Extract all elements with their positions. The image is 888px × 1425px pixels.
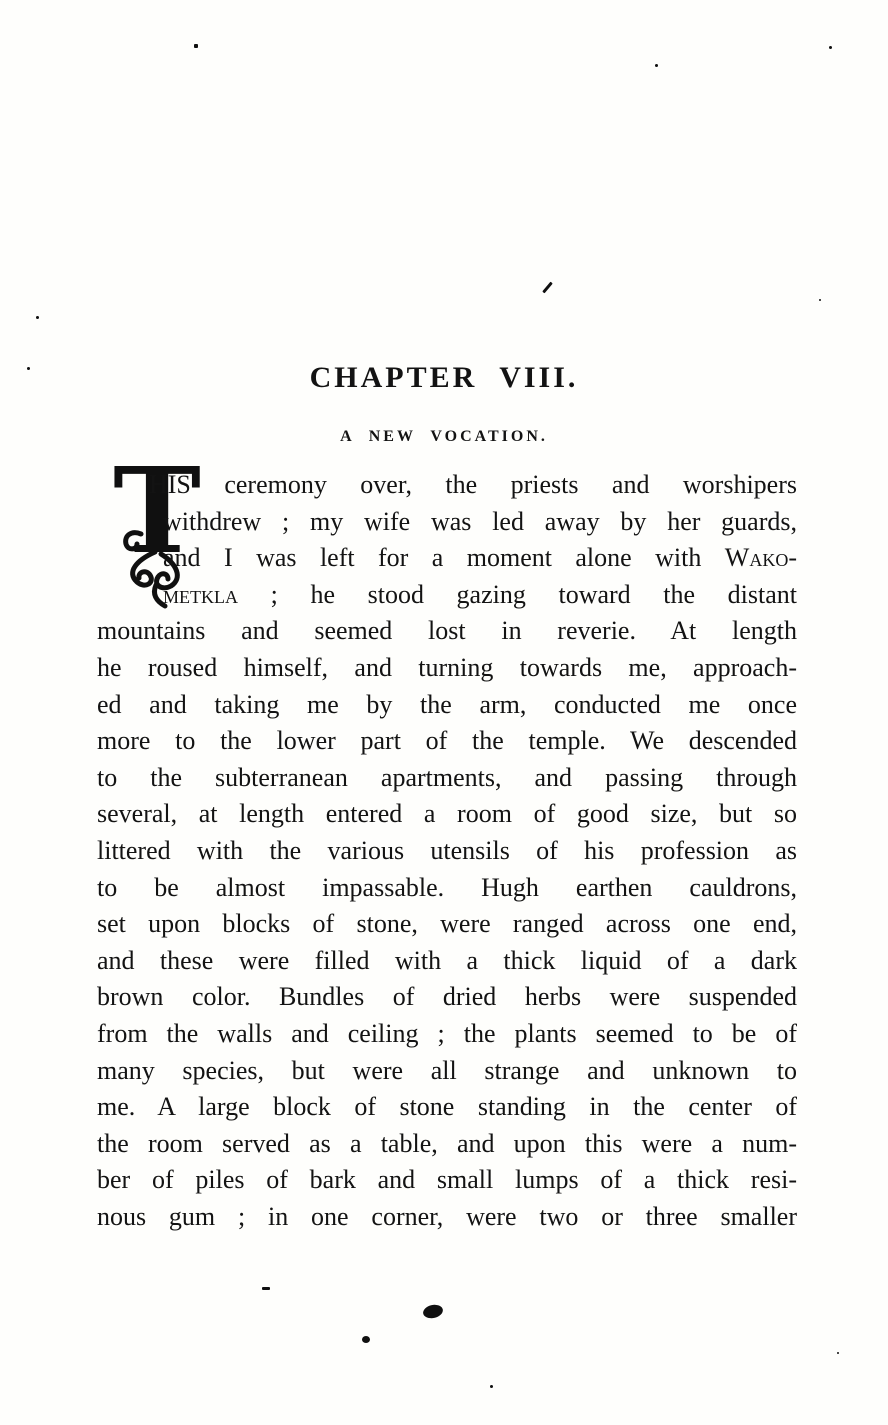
text-line: [97, 1016, 797, 1053]
text-line: [97, 760, 797, 797]
text-segment: brown color. Bundles of dried herbs were suspended: [97, 982, 797, 1012]
ink-speck: [829, 46, 832, 49]
text-segment: from the walls and ceiling ; the plants seemed to be of: [97, 1018, 797, 1048]
text-line: [149, 467, 797, 504]
text-segment: ; he stood gazing toward the distant: [238, 579, 797, 609]
text-segment: several, at length entered a room of good size, but so: [97, 799, 797, 829]
ink-speck: [837, 1352, 839, 1354]
text-line: [97, 906, 797, 943]
text-segment: he roused himself, and turning towards me, approach-: [97, 652, 797, 682]
text-segment: and I was left for a moment alone with: [163, 543, 725, 573]
small-caps-name: Wako-: [724, 543, 797, 573]
text-segment: set upon blocks of stone, were ranged across one end,: [97, 909, 797, 939]
text-segment: to be almost impassable. Hugh earthen cauldrons,: [97, 872, 797, 902]
text-line: [97, 979, 797, 1016]
text-segment: ed and taking me by the arm, conducted me once: [97, 689, 797, 719]
drop-cap-letter: T: [113, 464, 201, 580]
text-segment: the room served as a table, and upon this were a num-: [97, 1128, 797, 1158]
ink-speck: [194, 44, 198, 48]
text-segment: nous gum ; in one corner, were two or three smaller: [97, 1201, 797, 1231]
text-line: [97, 1053, 797, 1090]
text-line: [97, 723, 797, 760]
text-line: [163, 577, 797, 614]
text-segment: mountains and seemed lost in reverie. At length: [97, 616, 797, 646]
text-segment: littered with the various utensils of his profession as: [97, 835, 797, 865]
text-segment: many species, but were all strange and unknown to: [97, 1055, 797, 1085]
text-segment: and these were filled with a thick liquid of a dark: [97, 945, 797, 975]
text-line: [97, 650, 797, 687]
text-line: [97, 1126, 797, 1163]
text-line: [163, 504, 797, 541]
text-line: [97, 1162, 797, 1199]
text-line: [97, 833, 797, 870]
text-line: [97, 943, 797, 980]
ink-speck: [36, 316, 39, 319]
ink-speck: [819, 299, 821, 301]
ink-speck: [490, 1385, 493, 1388]
small-caps-name: metkla: [163, 579, 238, 609]
text-segment: ber of piles of bark and small lumps of a thick resi-: [97, 1165, 797, 1195]
paragraph: [97, 467, 797, 1235]
text-segment: me. A large block of stone standing in the center of: [97, 1092, 797, 1122]
text-segment: more to the lower part of the temple. We descended: [97, 726, 797, 756]
text-line: [97, 687, 797, 724]
text-line: [97, 1089, 797, 1126]
text-segment: HIS ceremony over, the priests and worshipers: [149, 470, 797, 499]
text-line: [163, 540, 797, 577]
chapter-heading: CHAPTER VIII.: [309, 361, 579, 394]
text-line: [97, 796, 797, 833]
ink-dot: [362, 1336, 370, 1343]
text-segment: to the subterranean apartments, and passing through: [97, 762, 797, 792]
ink-dash: [262, 1287, 270, 1290]
text-line: [97, 870, 797, 907]
ink-speck: [655, 64, 658, 67]
text-segment: withdrew ; my wife was led away by her guards,: [163, 506, 797, 536]
section-subtitle: A NEW VOCATION.: [340, 428, 548, 445]
text-line: [97, 613, 797, 650]
ink-slash-mark: [542, 282, 553, 294]
text-line: [97, 1199, 797, 1236]
ink-blob: [422, 1303, 444, 1320]
